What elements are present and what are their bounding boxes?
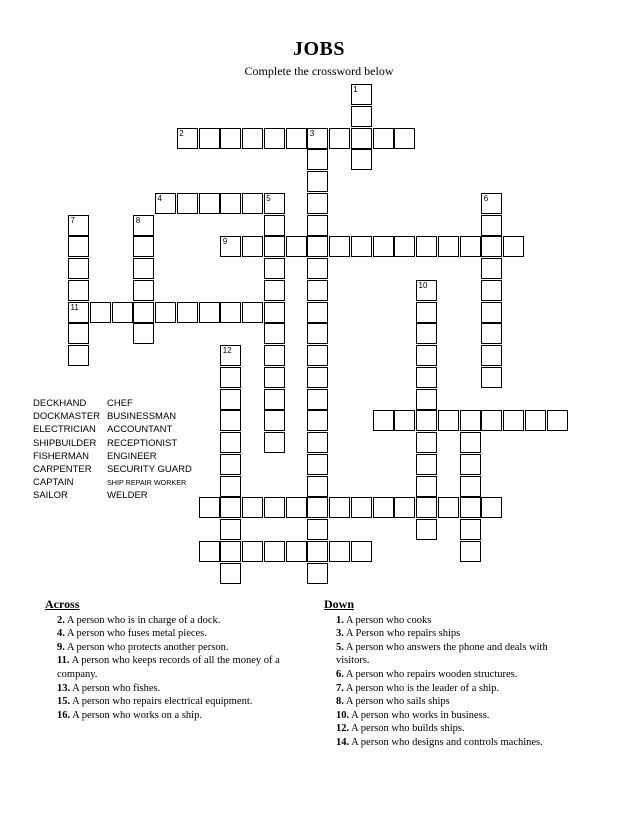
word-bank-item: ENGINEER xyxy=(107,450,157,462)
grid-cell xyxy=(220,128,241,149)
grid-cell xyxy=(394,410,415,431)
grid-cell xyxy=(373,497,394,518)
clue-number-label: 3 xyxy=(309,128,315,138)
grid-cell xyxy=(242,541,263,562)
grid-cell xyxy=(481,215,502,236)
grid-cell xyxy=(481,345,502,366)
page-subtitle: Complete the crossword below xyxy=(244,64,394,78)
grid-cell xyxy=(264,345,285,366)
grid-cell xyxy=(351,149,372,170)
grid-cell xyxy=(68,280,89,301)
grid-cell xyxy=(307,345,328,366)
clue-number: 1. xyxy=(336,614,344,626)
word-bank-item: SECURITY GUARD xyxy=(107,464,192,476)
grid-cell xyxy=(351,541,372,562)
clue-item xyxy=(324,722,579,736)
clue-number: 9. xyxy=(57,641,65,653)
clue-number: 13. xyxy=(57,682,71,694)
grid-cell xyxy=(68,258,89,279)
grid-cell xyxy=(416,323,437,344)
grid-cell xyxy=(351,497,372,518)
clue-number: 4. xyxy=(57,628,65,640)
grid-cell xyxy=(307,497,328,518)
grid-cell xyxy=(307,323,328,344)
clue-number-label: 11 xyxy=(70,302,79,312)
grid-cell xyxy=(307,563,328,584)
grid-cell xyxy=(307,454,328,475)
grid-cell xyxy=(307,476,328,497)
clue-item xyxy=(45,695,310,709)
grid-cell xyxy=(460,410,481,431)
clue-item xyxy=(45,614,310,628)
grid-cell xyxy=(438,497,459,518)
word-bank-left xyxy=(33,397,100,503)
grid-cell xyxy=(329,236,350,257)
clue-number: 6. xyxy=(336,668,344,680)
grid-cell xyxy=(112,302,133,323)
grid-cell xyxy=(481,236,502,257)
word-bank-right xyxy=(107,397,192,503)
clue-number: 12. xyxy=(336,723,350,735)
clue-text: A person who designs and controls machines. xyxy=(349,736,543,748)
clue-text: A person who works on a ship. xyxy=(70,709,202,721)
word-bank-item: CAPTAIN xyxy=(33,477,74,489)
word-bank-item: SAILOR xyxy=(33,490,68,502)
grid-cell xyxy=(394,236,415,257)
clue-text: A person who is in charge of a dock. xyxy=(64,614,221,626)
grid-cell xyxy=(68,345,89,366)
grid-cell xyxy=(264,302,285,323)
clue-number-label: 5 xyxy=(266,193,271,203)
grid-cell xyxy=(220,563,241,584)
grid-cell xyxy=(416,302,437,323)
word-bank-item: CHEF xyxy=(107,398,133,409)
grid-cell xyxy=(525,410,546,431)
grid-cell xyxy=(264,215,285,236)
grid-cell xyxy=(264,367,285,388)
grid-cell xyxy=(460,541,481,562)
grid-cell xyxy=(220,410,241,431)
grid-cell xyxy=(481,258,502,279)
grid-cell xyxy=(220,454,241,475)
clue-number-label: 2 xyxy=(179,128,184,138)
grid-cell xyxy=(547,410,568,431)
grid-cell xyxy=(220,302,241,323)
clue-item xyxy=(324,614,579,628)
clue-text: A person who repairs electrical equipment. xyxy=(70,696,253,708)
grid-cell xyxy=(177,302,198,323)
grid-cell xyxy=(307,258,328,279)
grid-cell xyxy=(199,497,220,518)
clue-item xyxy=(45,682,310,696)
grid-cell xyxy=(307,302,328,323)
grid-cell xyxy=(242,497,263,518)
grid-cell xyxy=(264,389,285,410)
grid-cell xyxy=(242,302,263,323)
clue-number-label: 12 xyxy=(222,346,232,355)
grid-cell xyxy=(220,389,241,410)
grid-cell xyxy=(460,497,481,518)
clue-text: A Person who repairs ships xyxy=(343,628,461,640)
clue-item xyxy=(324,668,579,682)
grid-cell xyxy=(133,236,154,257)
clue-number-label: 7 xyxy=(70,215,75,225)
clue-number: 3. xyxy=(336,628,344,640)
grid-cell xyxy=(373,128,394,149)
grid-cell xyxy=(351,236,372,257)
clue-number-label: 9 xyxy=(222,237,228,247)
grid-cell xyxy=(307,171,328,192)
clue-text: A person who keeps records of all the money of a company. xyxy=(57,655,280,680)
grid-cell xyxy=(438,236,459,257)
grid-cell xyxy=(416,345,437,366)
grid-cell xyxy=(220,432,241,453)
grid-cell xyxy=(373,236,394,257)
grid-cell xyxy=(307,432,328,453)
grid-cell xyxy=(68,323,89,344)
word-bank-item: SHIPBUILDER xyxy=(33,437,97,449)
clue-number: 7. xyxy=(336,682,344,694)
grid-cell xyxy=(416,454,437,475)
grid-cell xyxy=(220,519,241,540)
grid-cell xyxy=(264,128,285,149)
word-bank-item: BUSINESSMAN xyxy=(107,411,177,423)
grid-cell xyxy=(481,280,502,301)
word-bank-item: RECEPTIONIST xyxy=(107,437,178,449)
page-title: JOBS xyxy=(292,38,346,60)
grid-cell xyxy=(264,432,285,453)
grid-cell xyxy=(460,432,481,453)
clue-text: A person who cooks xyxy=(343,614,432,626)
grid-cell xyxy=(460,476,481,497)
clue-text: A person who fuses metal pieces. xyxy=(64,628,207,640)
grid-cell xyxy=(286,497,307,518)
word-bank-item: ELECTRICIAN xyxy=(33,424,96,436)
grid-cell xyxy=(460,236,481,257)
grid-cell xyxy=(199,541,220,562)
grid-cell xyxy=(220,367,241,388)
grid-cell xyxy=(307,367,328,388)
clue-text: A person who protects another person. xyxy=(64,641,229,653)
clue-number-label: 6 xyxy=(483,193,489,203)
grid-cell xyxy=(329,128,350,149)
clue-text: A person who answers the phone and deals with visitors. xyxy=(336,641,548,667)
grid-cell xyxy=(481,367,502,388)
grid-cell xyxy=(307,193,328,214)
clue-number: 2. xyxy=(57,614,65,626)
clue-number: 15. xyxy=(57,696,71,708)
clue-item xyxy=(324,736,579,750)
clue-text: A person who fishes. xyxy=(70,682,161,694)
word-bank-item: FISHERMAN xyxy=(33,450,89,462)
grid-cell xyxy=(286,541,307,562)
clue-item xyxy=(324,627,579,641)
down-heading: Down xyxy=(324,597,355,611)
clue-number: 5. xyxy=(336,641,344,653)
grid-cell xyxy=(155,302,176,323)
word-bank-item: ACCOUNTANT xyxy=(107,424,173,436)
grid-cell xyxy=(416,432,437,453)
grid-cell xyxy=(394,497,415,518)
grid-cell xyxy=(503,410,524,431)
grid-cell xyxy=(220,541,241,562)
grid-cell xyxy=(307,236,328,257)
clue-item xyxy=(45,709,310,723)
grid-cell xyxy=(133,280,154,301)
grid-cell xyxy=(329,541,350,562)
clue-text: A person who is the leader of a ship. xyxy=(343,682,500,694)
grid-cell xyxy=(264,497,285,518)
clue-item xyxy=(324,695,579,709)
clue-text: A person who works in business. xyxy=(349,709,490,721)
grid-cell xyxy=(307,541,328,562)
grid-cell xyxy=(481,410,502,431)
grid-cell xyxy=(133,302,154,323)
clue-item xyxy=(45,654,310,681)
clue-item xyxy=(324,682,579,696)
grid-cell xyxy=(177,193,198,214)
grid-cell xyxy=(351,128,372,149)
down-clues xyxy=(324,598,579,750)
grid-cell xyxy=(307,149,328,170)
clue-item xyxy=(324,709,579,723)
clue-number-label: 1 xyxy=(353,85,358,94)
grid-cell xyxy=(438,410,459,431)
grid-cell xyxy=(416,410,437,431)
grid-cell xyxy=(351,106,372,127)
grid-cell xyxy=(242,236,263,257)
grid-cell xyxy=(199,128,220,149)
grid-cell xyxy=(373,410,394,431)
grid-cell xyxy=(133,323,154,344)
grid-cell xyxy=(481,323,502,344)
grid-cell xyxy=(264,258,285,279)
across-heading: Across xyxy=(45,597,80,611)
clue-number: 16. xyxy=(57,709,71,721)
grid-cell xyxy=(481,302,502,323)
grid-cell xyxy=(307,410,328,431)
grid-cell xyxy=(460,519,481,540)
grid-cell xyxy=(416,476,437,497)
clue-number: 10. xyxy=(336,709,350,721)
grid-cell xyxy=(199,193,220,214)
grid-cell xyxy=(264,541,285,562)
grid-cell xyxy=(199,302,220,323)
clue-number-label: 10 xyxy=(418,280,428,290)
word-bank-item: DECKHAND xyxy=(33,398,87,409)
clue-number: 8. xyxy=(336,696,344,708)
grid-cell xyxy=(286,128,307,149)
clue-number-label: 4 xyxy=(157,193,162,203)
grid-cell xyxy=(503,236,524,257)
word-bank-item: SHIP REPAIR WORKER xyxy=(107,478,187,488)
grid-cell xyxy=(68,236,89,257)
grid-cell xyxy=(481,497,502,518)
grid-cell xyxy=(307,280,328,301)
clue-number-label: 8 xyxy=(135,215,141,225)
clue-item xyxy=(45,627,310,641)
grid-cell xyxy=(264,410,285,431)
grid-cell xyxy=(264,280,285,301)
grid-cell xyxy=(264,236,285,257)
grid-cell xyxy=(460,454,481,475)
grid-cell xyxy=(133,258,154,279)
grid-cell xyxy=(416,367,437,388)
word-bank-item: DOCKMASTER xyxy=(33,411,101,423)
grid-cell xyxy=(416,519,437,540)
grid-cell xyxy=(220,497,241,518)
clue-item xyxy=(324,641,579,668)
word-bank-item: WELDER xyxy=(107,490,148,502)
clue-text: A person who repairs wooden structures. xyxy=(343,668,518,680)
clue-item xyxy=(45,641,310,655)
grid-cell xyxy=(264,323,285,344)
grid-cell xyxy=(242,193,263,214)
grid-cell xyxy=(416,497,437,518)
grid-cell xyxy=(307,519,328,540)
grid-cell xyxy=(329,497,350,518)
grid-cell xyxy=(416,236,437,257)
grid-cell xyxy=(307,389,328,410)
grid-cell xyxy=(220,476,241,497)
clue-number: 11. xyxy=(57,655,70,667)
grid-cell xyxy=(394,128,415,149)
grid-cell xyxy=(242,128,263,149)
clue-text: A person who builds ships. xyxy=(349,723,465,735)
word-bank-item: CARPENTER xyxy=(33,464,92,476)
across-clues xyxy=(45,598,310,722)
grid-cell xyxy=(307,215,328,236)
grid-cell xyxy=(416,389,437,410)
grid-cell xyxy=(220,193,241,214)
clue-text: A person who sails ships xyxy=(343,696,450,708)
grid-cell xyxy=(90,302,111,323)
grid-cell xyxy=(286,236,307,257)
clue-number: 14. xyxy=(336,736,350,748)
